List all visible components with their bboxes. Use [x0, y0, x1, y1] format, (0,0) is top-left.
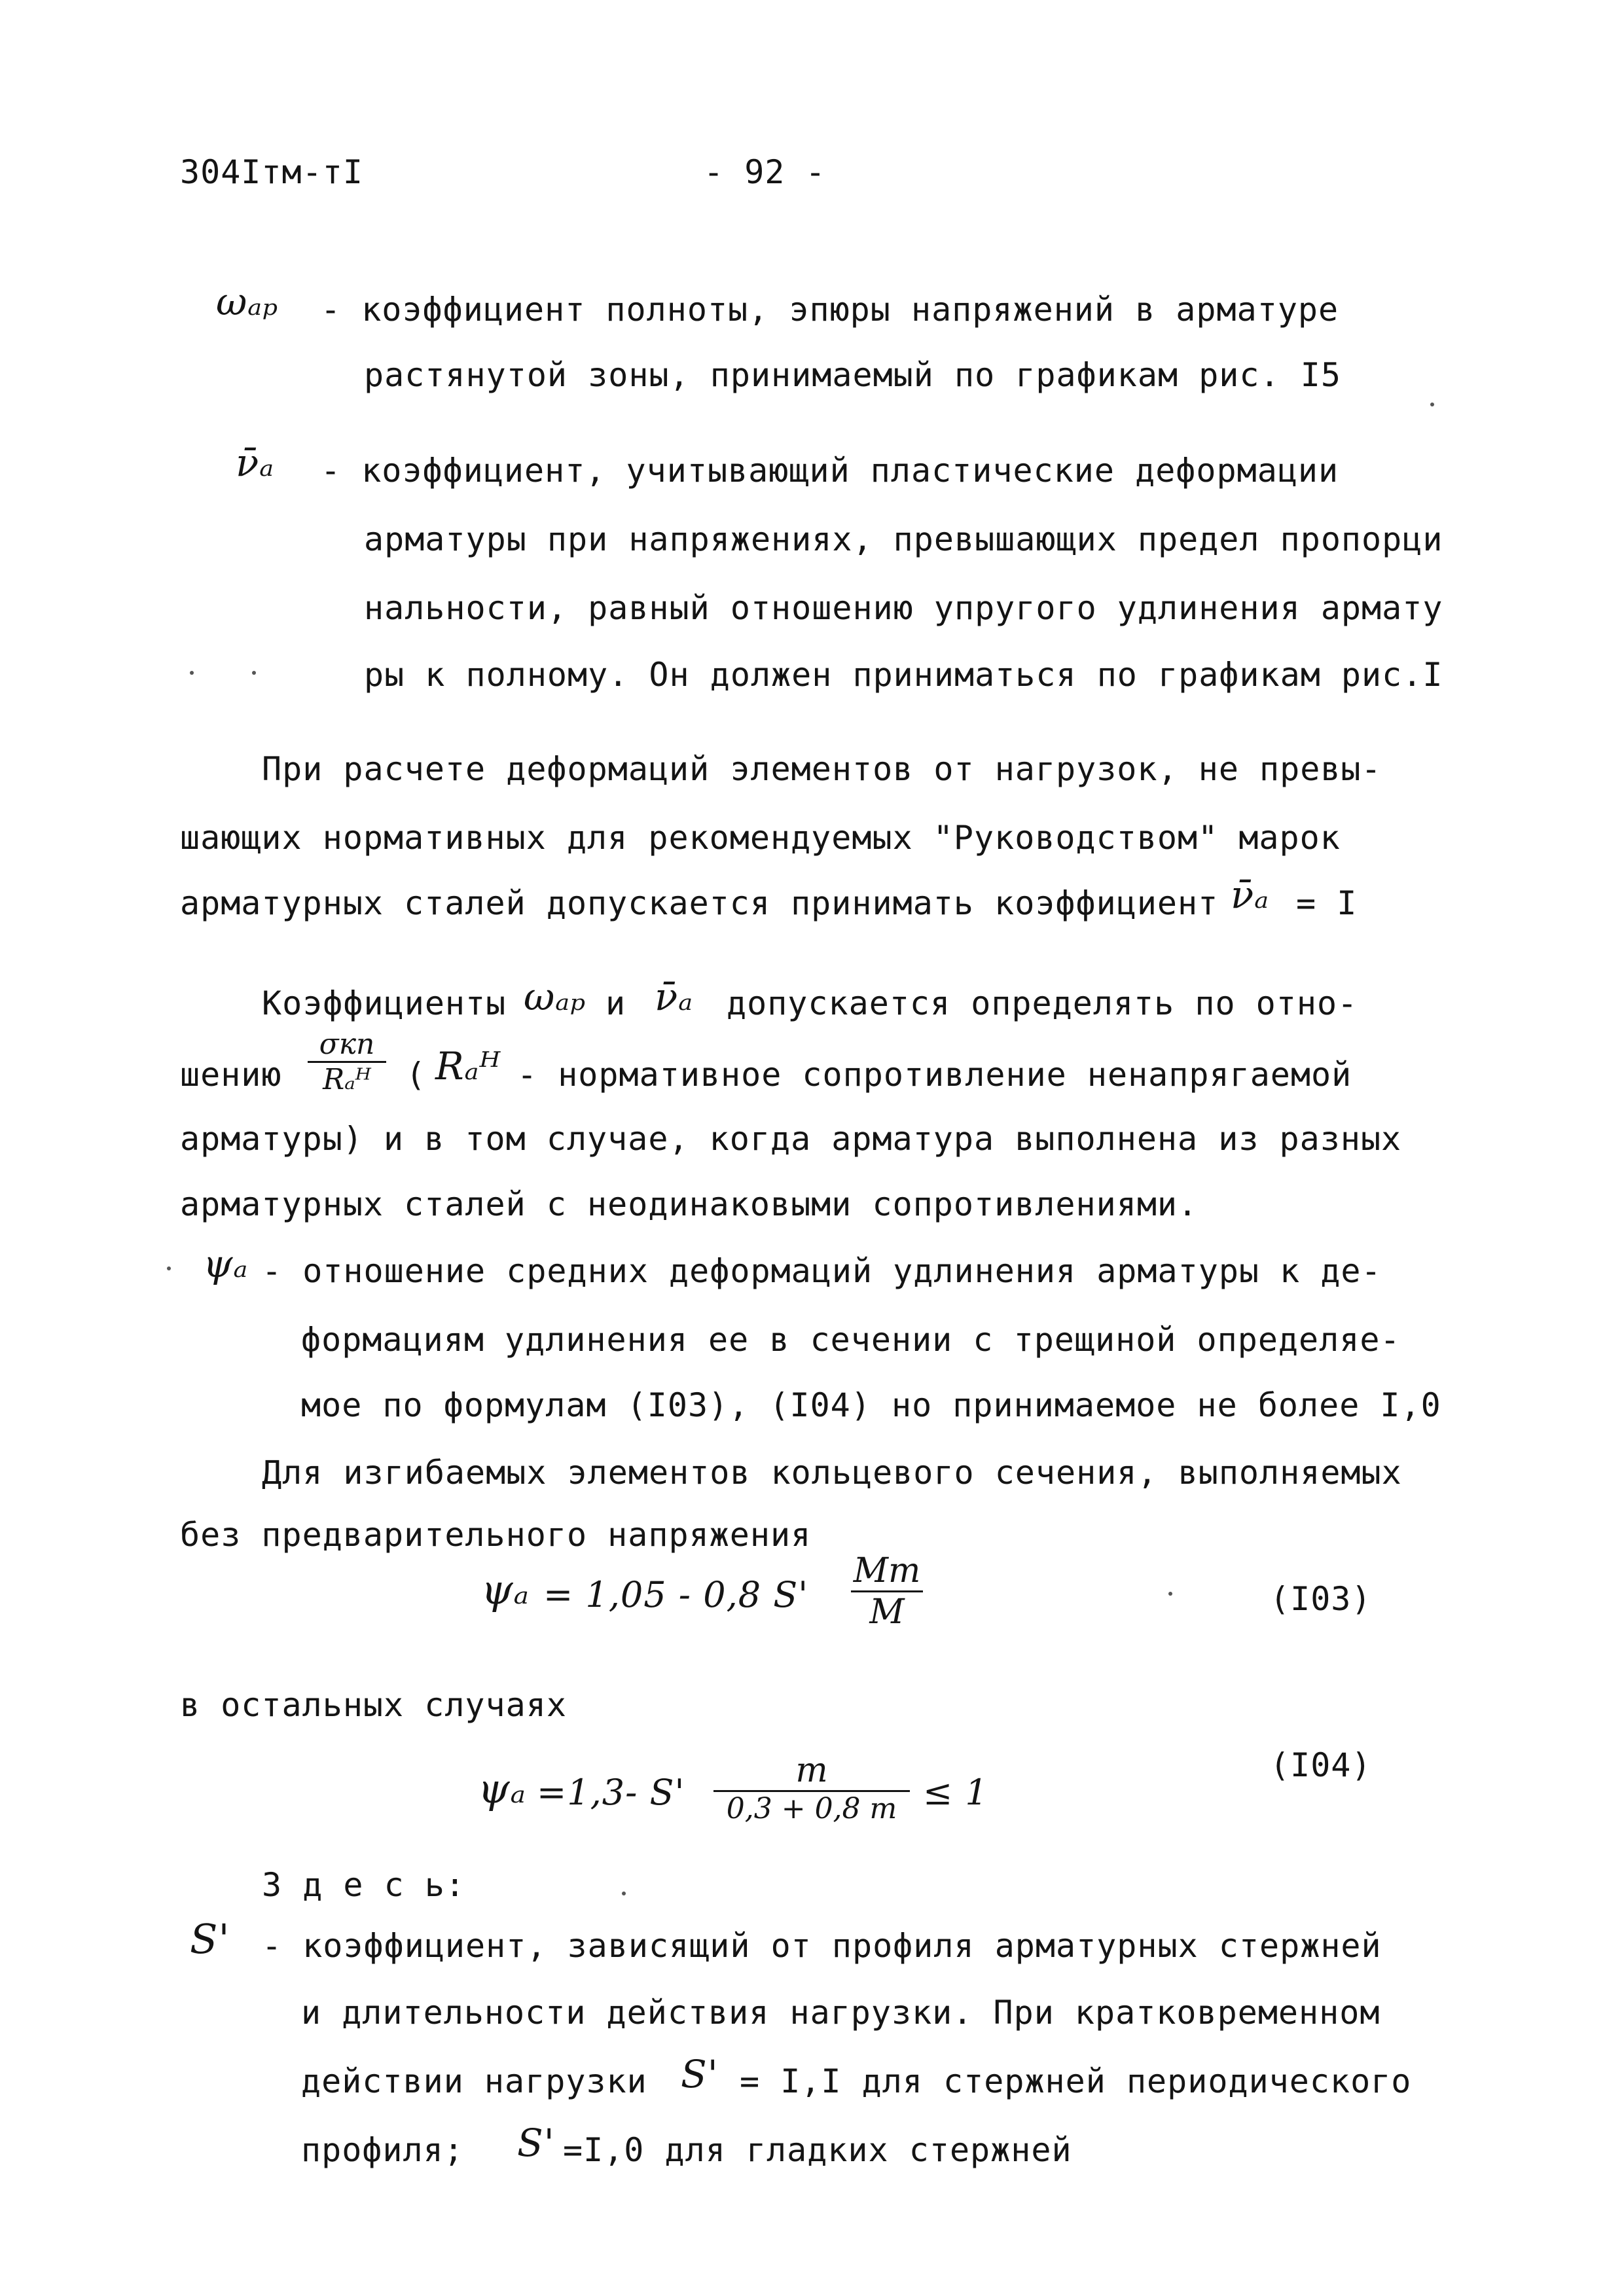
nu-a-symbol: ν̄ₐ [236, 440, 275, 485]
para2-ratio-word: шению [180, 1056, 282, 1094]
formula103-numerator: Mт [853, 1551, 921, 1590]
formula104-tail: ≤ 1 [923, 1772, 988, 1813]
s-def-line3-b: = I,I для стержней периодического [740, 2062, 1412, 2100]
s-def-line4-b: =I,0 для гладких стержней [563, 2131, 1072, 2169]
fraction-denominator: Rₐᴴ [323, 1063, 371, 1096]
formula104-body: =1,3- S' [537, 1772, 685, 1813]
scan-speck [252, 671, 256, 675]
s-def-line-1: - коэффициент, зависящий от профиля арматурных стержней [262, 1927, 1382, 1965]
para2-r-symbol: Rₐᴴ [435, 1044, 501, 1088]
psi-a-symbol: ψₐ [203, 1242, 249, 1286]
doc-code: 304Iтм-тI [180, 153, 363, 191]
nu-a-line-3: нальности, равный отношению упругого удлинения армату [364, 589, 1443, 627]
para2-line-3: арматуры) и в том случае, когда арматура выполнена из разных [180, 1120, 1402, 1158]
formula104-label: (I04) [1270, 1746, 1372, 1784]
formula103-denominator: M [869, 1592, 905, 1632]
s-prime-symbol: S' [190, 1915, 230, 1963]
s-def-line3-symbol: S' [681, 2052, 719, 2096]
formula104-lhs: ψₐ [478, 1765, 526, 1812]
para2-line1-rest: допускается определять по отно- [727, 984, 1358, 1022]
para2-coeffs-label: Коэффициенты [262, 984, 507, 1022]
nu-a-line-2: арматуры при напряжениях, превышающих предел пропорци [364, 520, 1443, 558]
para2-nu-symbol: ν̄ₐ [655, 975, 694, 1019]
omega-ap-symbol: ωₐₚ [216, 279, 279, 324]
formula104-fraction [713, 1751, 910, 1825]
para2-line2-rest: - нормативное сопротивление ненапрягаемой [517, 1056, 1352, 1094]
para2-omega-symbol: ωₐₚ [524, 975, 586, 1019]
nu-a-line-1: - коэффициент, учитывающий пластические деформации [321, 452, 1339, 490]
scan-speck [1168, 1592, 1172, 1596]
scan-speck [190, 671, 194, 675]
formula104-denominator: 0,3 + 0,8 m [726, 1792, 897, 1825]
omega-ap-line-1: - коэффициент полноты, эпюры напряжений в арматуре [321, 291, 1339, 329]
zdes-label: З д е с ь: [262, 1866, 466, 1904]
scan-speck [622, 1892, 626, 1895]
s-def-line-2: и длительности действия нагрузки. При кратковременном [301, 1994, 1380, 2032]
s-def-line4-a: профиля; [301, 2131, 464, 2169]
formula103-fraction [851, 1551, 923, 1632]
omega-ap-line-2: растянутой зоны, принимаемый по графикам рис. I5 [364, 356, 1341, 394]
sigma-over-r-fraction [308, 1028, 386, 1096]
para1-value: = I [1296, 884, 1358, 922]
s-def-line4-symbol: S' [517, 2121, 555, 2165]
para2-and: и [605, 984, 626, 1022]
nu-a-line-4: ры к полному. Он должен приниматься по графикам рис.I [364, 656, 1443, 694]
para4-text: в остальных случаях [180, 1686, 567, 1724]
para1-line-2: шающих нормативных для рекомендуемых "Руководством" марок [180, 819, 1341, 857]
para1-line-1: При расчете деформаций элементов от нагрузок, не превы- [262, 750, 1382, 788]
formula103-lhs: ψₐ [481, 1566, 530, 1613]
para2-line-4: арматурных сталей с неодинаковыми сопротивлениями. [180, 1185, 1199, 1223]
page-number: - 92 - [704, 153, 826, 191]
para2-open-paren: ( [406, 1056, 427, 1094]
scan-speck [1430, 403, 1434, 406]
s-def-line3-a: действии нагрузки [301, 2062, 647, 2100]
para1-line-3: арматурных сталей допускается принимать коэффициент [180, 884, 1219, 922]
para3-line-1: Для изгибаемых элементов кольцевого сечения, выполняемых [262, 1454, 1402, 1492]
para3-line-2: без предварительного напряжения [180, 1516, 812, 1554]
scan-speck [167, 1266, 171, 1270]
fraction-numerator: σкп [319, 1028, 375, 1061]
formula104-numerator: m [795, 1751, 828, 1790]
para1-nu-symbol: ν̄ₐ [1231, 872, 1270, 917]
psi-line-3: мое по формулам (I03), (I04) но принимаемое не более I,0 [301, 1386, 1441, 1424]
psi-line-2: формациям удлинения ее в сечении с трещиной определяе- [301, 1321, 1401, 1359]
formula103-body: = 1,05 - 0,8 S' [543, 1574, 809, 1615]
formula103-label: (I03) [1270, 1580, 1372, 1618]
psi-line-1: - отношение средних деформаций удлинения арматуры к де- [262, 1252, 1382, 1290]
